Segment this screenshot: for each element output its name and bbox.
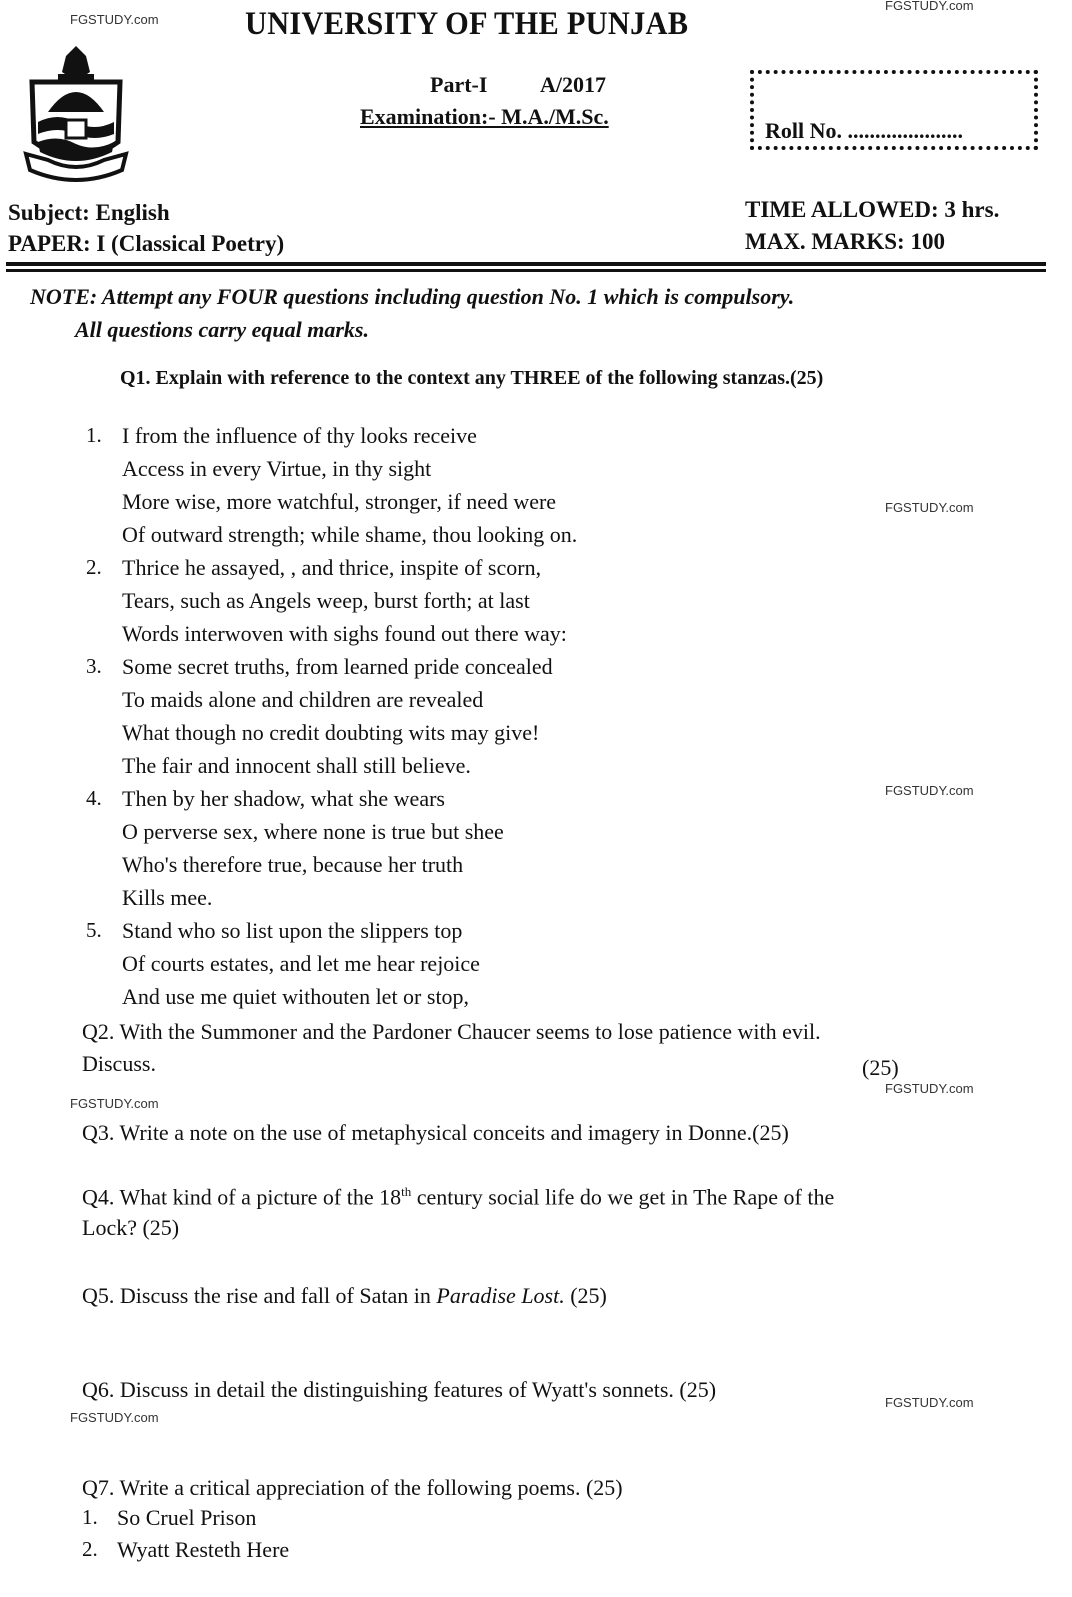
stanza-number: 5. (86, 918, 102, 942)
roll-number-field: Roll No. ..................... (765, 118, 963, 143)
divider (6, 269, 1046, 272)
watermark: FGSTUDY.com (70, 1096, 159, 1111)
stanza-number: 3. (86, 654, 102, 678)
stanza-line: What though no credit doubting wits may give! (122, 720, 540, 745)
note-line-2: All questions carry equal marks. (75, 317, 369, 342)
watermark: FGSTUDY.com (885, 1395, 974, 1410)
stanza-line: Who's therefore true, because her truth (122, 852, 464, 877)
q3-text: Q3. Write a note on the use of metaphysical conceits and imagery in Donne.(25) (82, 1120, 789, 1145)
q5-text-pre: Q5. Discuss the rise and fall of Satan in (82, 1283, 437, 1308)
watermark: FGSTUDY.com (70, 12, 159, 27)
q5-text-post: (25) (564, 1283, 607, 1308)
stanza-line: Access in every Virtue, in thy sight (122, 456, 432, 481)
session-label: A/2017 (540, 72, 606, 97)
examination-label: Examination:- M.A./M.Sc. (360, 104, 609, 129)
watermark: FGSTUDY.com (885, 0, 974, 13)
divider (6, 262, 1046, 266)
stanza-line: Then by her shadow, what she wears (122, 786, 445, 811)
q5-text (82, 1283, 607, 1309)
stanza-line: Kills mee. (122, 885, 213, 910)
stanza-line: The fair and innocent shall still believe. (122, 753, 471, 778)
q4-text-post: century social life do we get in The Rape of the (411, 1184, 835, 1210)
q4-superscript: th (401, 1184, 412, 1199)
watermark: FGSTUDY.com (885, 1081, 974, 1096)
watermark: FGSTUDY.com (885, 500, 974, 515)
stanza-line: Of courts estates, and let me hear rejoice (122, 951, 480, 976)
university-crest-logo (18, 42, 134, 187)
max-marks: MAX. MARKS: 100 (745, 229, 945, 254)
stanza-line: Words interwoven with sighs found out there way: (122, 621, 567, 646)
q2-marks: (25) (862, 1055, 899, 1080)
stanza-line: Thrice he assayed, , and thrice, inspite of scorn, (122, 555, 542, 580)
q7-item: Wyatt Resteth Here (117, 1537, 290, 1562)
q7-item-number: 1. (82, 1505, 98, 1529)
q2-text: Discuss. (82, 1051, 156, 1076)
q6-text: Q6. Discuss in detail the distinguishing features of Wyatt's sonnets. (25) (82, 1377, 717, 1402)
part-label: Part-I (430, 72, 488, 97)
stanza-number: 4. (86, 786, 102, 810)
q7-text: Q7. Write a critical appreciation of the following poems. (25) (82, 1475, 623, 1500)
q1-heading: Q1. Explain with reference to the context any THREE of the following stanzas.(25) (120, 367, 824, 389)
q4-text: Lock? (25) (82, 1215, 180, 1240)
q7-item-number: 2. (82, 1537, 98, 1561)
stanza-line: To maids alone and children are revealed (122, 687, 484, 712)
stanza-line: More wise, more watchful, stronger, if need were (122, 489, 557, 514)
paper-label: PAPER: I (Classical Poetry) (8, 231, 285, 256)
stanza-number: 2. (86, 555, 102, 579)
watermark: FGSTUDY.com (70, 1410, 159, 1425)
stanza-line: I from the influence of thy looks receive (122, 423, 477, 448)
q5-title: Paradise Lost. (436, 1283, 565, 1308)
time-allowed: TIME ALLOWED: 3 hrs. (745, 197, 1000, 222)
stanza-line: And use me quiet withouten let or stop, (122, 984, 470, 1009)
q4-text-pre: Q4. What kind of a picture of the 18 (82, 1184, 402, 1210)
q2-text: Q2. With the Summoner and the Pardoner Chaucer seems to lose patience with evil. (82, 1019, 821, 1044)
stanza-line: O perverse sex, where none is true but shee (122, 819, 504, 844)
subject-label: Subject: English (8, 200, 170, 225)
q7-item: So Cruel Prison (117, 1505, 257, 1530)
stanza-number: 1. (86, 423, 102, 447)
watermark: FGSTUDY.com (885, 783, 974, 798)
stanza-line: Tears, such as Angels weep, burst forth; at last (122, 588, 530, 613)
q4-text (82, 1184, 834, 1210)
stanza-line: Stand who so list upon the slippers top (122, 918, 463, 943)
note-line-1: NOTE: Attempt any FOUR questions including question No. 1 which is compulsory. (30, 284, 795, 309)
stanza-line: Of outward strength; while shame, thou looking on. (122, 522, 578, 547)
stanza-line: Some secret truths, from learned pride concealed (122, 654, 553, 679)
university-title: UNIVERSITY OF THE PUNJAB (245, 6, 689, 42)
